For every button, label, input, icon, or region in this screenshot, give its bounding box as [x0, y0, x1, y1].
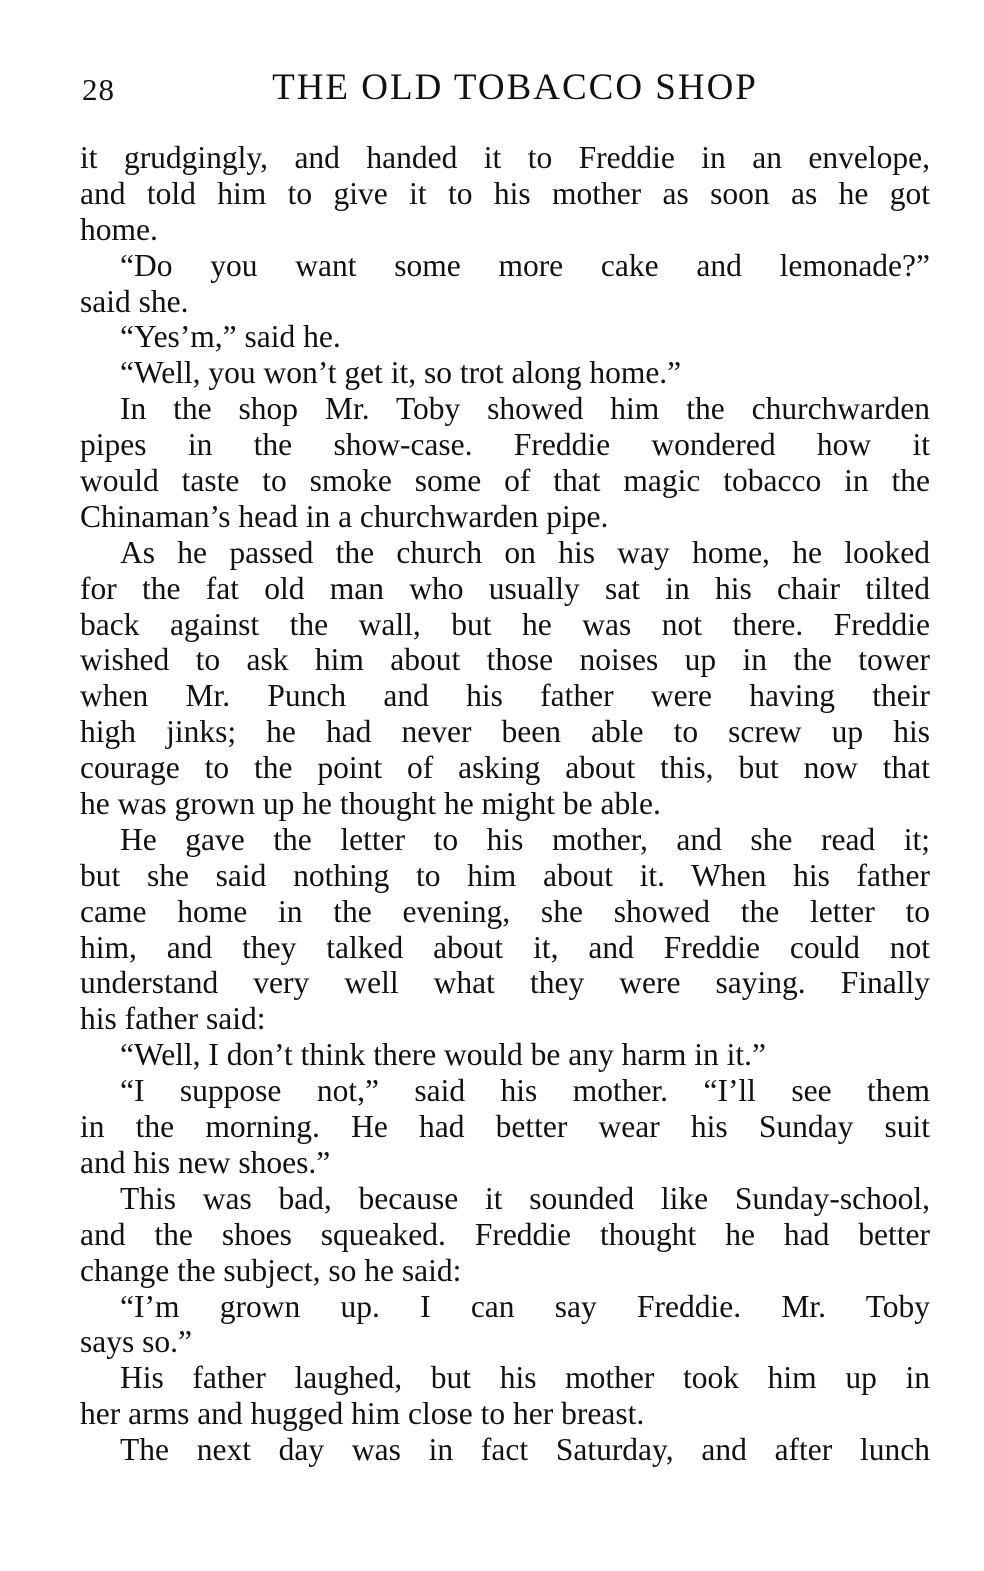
- text-line: “Well, you won’t get it, so trot along home.”: [120, 355, 682, 391]
- text-line: came home in the evening, she showed the letter to: [80, 893, 930, 929]
- text-line: would taste to smoke some of that magic tobacco in the: [80, 463, 930, 499]
- running-title: THE OLD TOBACCO SHOP: [272, 67, 758, 108]
- text-line: “Yes’m,” said he.: [120, 319, 341, 355]
- text-line: it grudgingly, and handed it to Freddie in an envelope,: [80, 140, 930, 175]
- text-line: His father laughed, but his mother took him up in: [120, 1360, 930, 1396]
- text-line: says so.”: [80, 1324, 192, 1360]
- text-line: he was grown up he thought he might be able.: [80, 786, 661, 822]
- body-text: [80, 140, 930, 1468]
- text-line: for the fat old man who usually sat in his chair tilted: [80, 570, 930, 606]
- text-line: but she said nothing to him about it. When his father: [80, 857, 930, 893]
- text-line: and his new shoes.”: [80, 1144, 331, 1180]
- text-line: “Well, I don’t think there would be any harm in it.”: [120, 1037, 766, 1073]
- text-line: Chinaman’s head in a churchwarden pipe.: [80, 498, 609, 534]
- text-line: him, and they talked about it, and Freddie could not: [80, 929, 930, 965]
- text-line: “I’m grown up. I can say Freddie. Mr. Toby: [120, 1288, 930, 1324]
- text-line: In the shop Mr. Toby showed him the churchwarden: [120, 391, 930, 427]
- text-line: understand very well what they were saying. Finally: [80, 965, 930, 1001]
- text-line: when Mr. Punch and his father were having their: [80, 678, 930, 714]
- text-line: in the morning. He had better wear his Sunday suit: [80, 1109, 930, 1145]
- text-line: pipes in the show-case. Freddie wondered how it: [80, 427, 930, 463]
- text-line: “Do you want some more cake and lemonade?”: [120, 247, 930, 283]
- page-number: 28: [82, 72, 115, 107]
- text-line: and told him to give it to his mother as soon as he got: [80, 175, 930, 211]
- text-line: and the shoes squeaked. Freddie thought he had better: [80, 1216, 930, 1252]
- text-line: high jinks; he had never been able to screw up his: [80, 714, 930, 750]
- text-line: This was bad, because it sounded like Sunday-school,: [120, 1180, 930, 1216]
- text-line: change the subject, so he said:: [80, 1252, 462, 1288]
- text-line: said she.: [80, 283, 189, 319]
- text-line: back against the wall, but he was not there. Freddie: [80, 606, 930, 642]
- text-line: wished to ask him about those noises up in the tower: [80, 642, 930, 678]
- text-line: his father said:: [80, 1001, 266, 1037]
- text-line: her arms and hugged him close to her breast.: [80, 1396, 645, 1432]
- text-line: home.: [80, 211, 158, 247]
- text-line: “I suppose not,” said his mother. “I’ll see them: [120, 1073, 930, 1109]
- text-line: He gave the letter to his mother, and she read it;: [120, 821, 930, 857]
- text-line: As he passed the church on his way home, he looked: [120, 534, 930, 570]
- page-header: [80, 62, 930, 112]
- text-line: courage to the point of asking about this, but now that: [80, 750, 930, 786]
- text-line: The next day was in fact Saturday, and after lunch: [120, 1432, 930, 1468]
